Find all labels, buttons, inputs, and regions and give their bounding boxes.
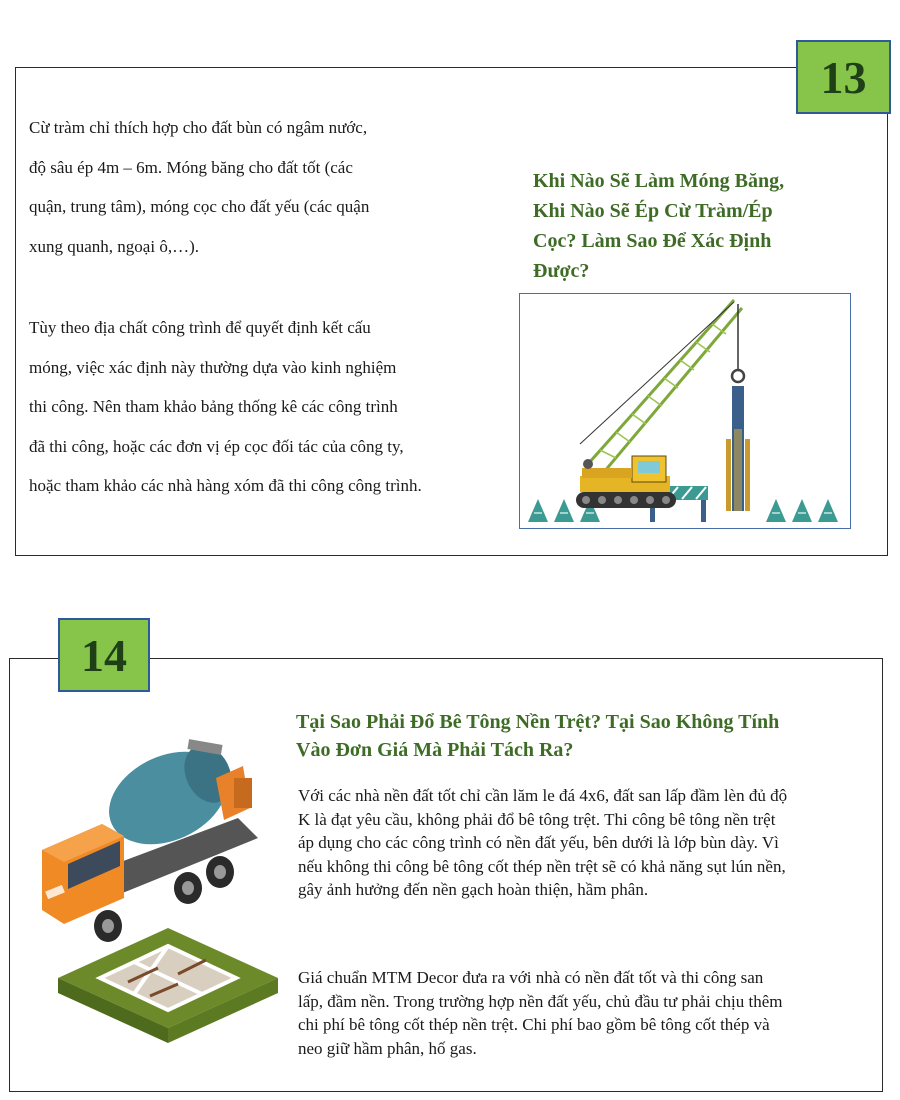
text-line: nếu không thi công bê tông cốt thép nền trệt sẽ có khả năng sụt lún nền, [298, 856, 786, 876]
section-14-number-badge [58, 618, 150, 692]
heading-line: Tại Sao Phải Đổ Bê Tông Nền Trệt? Tại Sao Không Tính [296, 711, 780, 733]
text-line: gây ảnh hưởng đến nền gạch hoàn thiện, hầm phân. [298, 880, 649, 899]
text-line: lấp, đầm nền. Trong trường hợp nền đất yếu, chủ đầu tư phải chịu thêm [298, 991, 783, 1011]
text-line: móng, việc xác định này thường dựa vào kinh nghiệm [29, 357, 397, 377]
section-13-number: 13 [820, 51, 867, 103]
text-line: chi phí bê tông cốt thép nền trệt. Chi phí bao gồm bê tông cốt thép và [298, 1015, 770, 1034]
text-line: áp dụng cho các công trình có nền đất yếu, bên dưới là lớp bùn dày. Vì [298, 833, 779, 852]
heading-line: Được? [533, 260, 590, 282]
heading-line: Cọc? Làm Sao Để Xác Định [533, 230, 772, 252]
text-line: đã thi công, hoặc các đơn vị ép cọc đối tác của công ty, [29, 436, 404, 456]
section-14-paragraph-1 [298, 784, 868, 902]
text-line: Cừ tràm chỉ thích hợp cho đất bùn có ngâm nước, [29, 118, 368, 137]
section-13-paragraph-1 [29, 108, 469, 266]
heading-line: Khi Nào Sẽ Làm Móng Băng, [533, 170, 785, 192]
section-14-number: 14 [81, 629, 127, 681]
text-line: hoặc tham khảo các nhà hàng xóm đã thi công công trình. [29, 476, 422, 495]
text-line: Giá chuẩn MTM Decor đưa ra với nhà có nền đất tốt và thi công san [298, 968, 764, 987]
text-line: neo giữ hầm phân, hố gas. [298, 1038, 477, 1058]
text-line: thi công. Nên tham khảo bảng thống kê các công trình [29, 397, 398, 416]
section-14-heading [296, 708, 886, 764]
section-13-paragraph-2 [29, 308, 499, 506]
text-line: quận, trung tâm), móng cọc cho đất yếu (các quận [29, 197, 370, 216]
text-line: Tùy theo địa chất công trình để quyết định kết cấu [29, 318, 371, 337]
text-line: K là đạt yêu cầu, không phải đổ bê tông trệt. Thi công bê tông nền trệt [298, 809, 776, 829]
crane-illustration-frame [519, 293, 851, 529]
text-line: Với các nhà nền đất tốt chỉ cần lăm le đá 4x6, đất san lấp đầm lèn đủ độ [298, 786, 788, 805]
heading-line: Khi Nào Sẽ Ép Cừ Tràm/Ép [533, 200, 773, 222]
section-13-number-badge [796, 40, 891, 114]
section-14-paragraph-2 [298, 966, 868, 1060]
section-13-heading [533, 166, 843, 286]
text-line: độ sâu ép 4m – 6m. Móng băng cho đất tốt (các [29, 157, 353, 177]
text-line: xung quanh, ngoại ô,…). [29, 236, 199, 256]
concrete-mixer-truck-foundation-icon [38, 738, 283, 1050]
heading-line: Vào Đơn Giá Mà Phải Tách Ra? [296, 739, 574, 761]
truck-illustration [38, 738, 283, 1050]
crawler-crane-pile-driving-icon [520, 294, 850, 528]
